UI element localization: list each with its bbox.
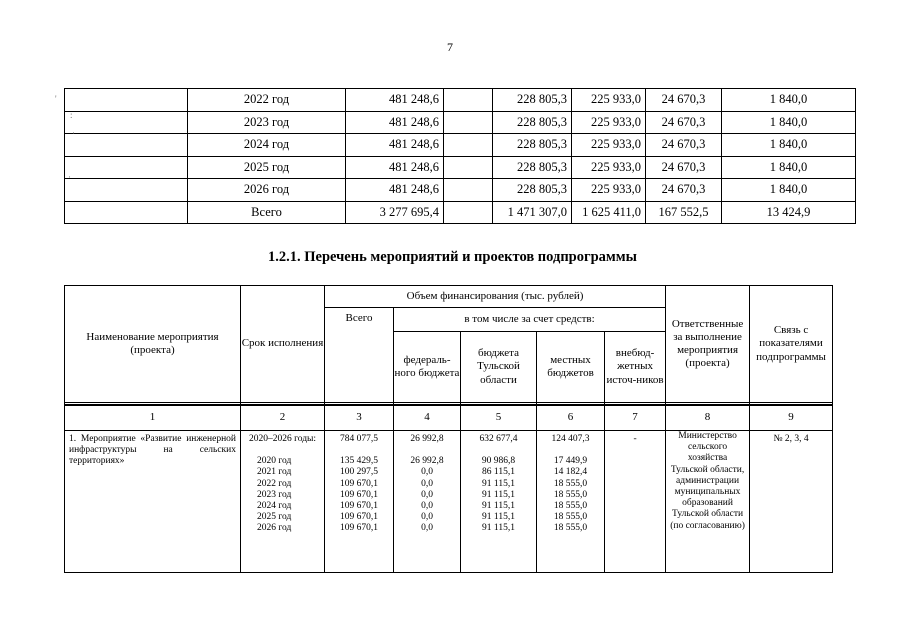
- value: 228 805,3: [493, 179, 572, 202]
- value: 24 670,3: [646, 179, 722, 202]
- summary-row: [65, 156, 856, 179]
- value: 225 933,0: [572, 179, 646, 202]
- value: 228 805,3: [493, 134, 572, 157]
- value: 225 933,0: [572, 89, 646, 112]
- header-total: Всего: [325, 308, 394, 403]
- activity-name: 1. Мероприятие «Развитие инженерной инфраструктуры на сельских территориях»: [65, 431, 241, 573]
- blank-cell: [65, 111, 188, 134]
- regional-year-value: 91 115,1: [482, 523, 515, 534]
- local-year-value: 18 555,0: [553, 478, 588, 489]
- regional-years: [461, 456, 536, 534]
- value: 24 670,3: [646, 89, 722, 112]
- federal-year-value: 0,0: [421, 512, 433, 523]
- value: 1 840,0: [722, 134, 856, 157]
- blank-cell: [65, 134, 188, 157]
- summary-row: [65, 111, 856, 134]
- federal-year-value: 0,0: [421, 467, 433, 478]
- blank-cell: [65, 156, 188, 179]
- year-label: Всего: [188, 201, 346, 224]
- total-value: 481 248,6: [346, 111, 444, 134]
- scan-mark: :: [70, 110, 73, 120]
- activity-term: [241, 431, 325, 573]
- value: 228 805,3: [493, 156, 572, 179]
- term-main: 2020–2026 годы:: [248, 434, 317, 444]
- regional-year-value: 91 115,1: [482, 501, 515, 512]
- total-year-value: 109 670,1: [340, 501, 378, 512]
- column-number: 9: [750, 405, 833, 431]
- year-label: 2023 год: [188, 111, 346, 134]
- federal-main: 26 992,8: [410, 434, 444, 444]
- total-value: 481 248,6: [346, 179, 444, 202]
- federal-year-value: 26 992,8: [410, 456, 444, 467]
- activities-table: [64, 285, 833, 573]
- page-number: 7: [447, 40, 453, 54]
- years-list: [241, 456, 324, 534]
- total-year-value: 109 670,1: [340, 512, 378, 523]
- local-cell: [537, 431, 605, 573]
- year-label: 2024 год: [188, 134, 346, 157]
- total-value: 3 277 695,4: [346, 201, 444, 224]
- federal-year-value: 0,0: [421, 501, 433, 512]
- column-number: 6: [537, 405, 605, 431]
- year-item: 2026 год: [257, 523, 292, 534]
- total-year-value: 109 670,1: [340, 523, 378, 534]
- column-number: 3: [325, 405, 394, 431]
- year-label: 2025 год: [188, 156, 346, 179]
- regional-year-value: 91 115,1: [482, 512, 515, 523]
- column-number: 4: [394, 405, 461, 431]
- blank-cell: [65, 179, 188, 202]
- federal-year-value: 0,0: [421, 523, 433, 534]
- header-offbudget: внебюд-жетных источ-ников: [605, 332, 666, 403]
- federal-cell: [394, 431, 461, 573]
- column-number: 5: [461, 405, 537, 431]
- summary-row: [65, 134, 856, 157]
- header-federal: федераль-ного бюджета: [394, 332, 461, 403]
- local-year-value: 14 182,4: [553, 467, 588, 478]
- federal-year-value: 0,0: [421, 478, 433, 489]
- column-number: 8: [666, 405, 750, 431]
- local-main: 124 407,3: [551, 434, 590, 444]
- value: 1 471 307,0: [493, 201, 572, 224]
- value: 1 840,0: [722, 111, 856, 134]
- section-title: 1.2.1. Перечень мероприятий и проектов подпрограммы: [268, 249, 637, 265]
- value: 225 933,0: [572, 111, 646, 134]
- empty-value: [444, 111, 493, 134]
- column-number: 7: [605, 405, 666, 431]
- local-year-value: 18 555,0: [553, 501, 588, 512]
- offbudget-cell: -: [605, 431, 666, 573]
- summary-row: [65, 179, 856, 202]
- blank-cell: [65, 201, 188, 224]
- scan-mark: ·: [68, 172, 71, 182]
- year-item: 2023 год: [257, 489, 292, 500]
- empty-value: [444, 156, 493, 179]
- header-funding: Объем финансирования (тыс. рублей): [325, 286, 666, 308]
- header-local: местных бюджетов: [537, 332, 605, 403]
- year-item: 2022 год: [257, 478, 292, 489]
- local-year-value: 18 555,0: [553, 523, 588, 534]
- total-year-value: 135 429,5: [340, 456, 378, 467]
- value: 167 552,5: [646, 201, 722, 224]
- value: 228 805,3: [493, 111, 572, 134]
- total-year-value: 109 670,1: [340, 478, 378, 489]
- total-value: 481 248,6: [346, 89, 444, 112]
- scan-mark: ': [55, 94, 57, 104]
- total-value: 481 248,6: [346, 134, 444, 157]
- regional-main: 632 677,4: [479, 434, 518, 444]
- local-year-value: 18 555,0: [553, 512, 588, 523]
- value: 13 424,9: [722, 201, 856, 224]
- empty-value: [444, 134, 493, 157]
- regional-cell: [461, 431, 537, 573]
- total-cell: [325, 431, 394, 573]
- link-cell: № 2, 3, 4: [750, 431, 833, 573]
- value: 1 840,0: [722, 156, 856, 179]
- column-number: 2: [241, 405, 325, 431]
- value: 24 670,3: [646, 111, 722, 134]
- local-years: [537, 456, 604, 534]
- value: 225 933,0: [572, 156, 646, 179]
- header-regional: бюджета Тульской области: [461, 332, 537, 403]
- year-item: 2025 год: [257, 512, 292, 523]
- regional-year-value: 91 115,1: [482, 478, 515, 489]
- year-item: 2020 год: [257, 456, 292, 467]
- regional-year-value: 86 115,1: [482, 467, 515, 478]
- value: 24 670,3: [646, 156, 722, 179]
- year-item: 2021 год: [257, 467, 292, 478]
- blank-cell: [65, 89, 188, 112]
- federal-years: [394, 456, 460, 534]
- year-label: 2026 год: [188, 179, 346, 202]
- total-year-value: 100 297,5: [340, 467, 378, 478]
- value: 225 933,0: [572, 134, 646, 157]
- header-responsible: Ответственные за выполнение мероприятия (проекта): [666, 286, 750, 403]
- empty-value: [444, 89, 493, 112]
- column-number: 1: [65, 405, 241, 431]
- total-value: 481 248,6: [346, 156, 444, 179]
- local-year-value: 18 555,0: [553, 489, 588, 500]
- summary-row: [65, 89, 856, 112]
- value: 228 805,3: [493, 89, 572, 112]
- local-year-value: 17 449,9: [553, 456, 588, 467]
- header-term: Срок исполнения: [241, 286, 325, 403]
- funding-summary-table: [64, 88, 856, 224]
- responsible-cell: Министерство сельского хозяйства Тульской области, администрации муниципальных образований Тульской области (по согласованию): [666, 431, 750, 573]
- header-link: Связь с показателями подпрограммы: [750, 286, 833, 403]
- summary-row: [65, 201, 856, 224]
- value: 1 840,0: [722, 179, 856, 202]
- regional-year-value: 91 115,1: [482, 489, 515, 500]
- total-years: [325, 456, 393, 534]
- year-item: 2024 год: [257, 501, 292, 512]
- header-name: Наименование мероприятия (проекта): [65, 286, 241, 403]
- empty-value: [444, 201, 493, 224]
- federal-year-value: 0,0: [421, 489, 433, 500]
- scan-mark: ·: [72, 128, 75, 138]
- value: 1 625 411,0: [572, 201, 646, 224]
- value: 1 840,0: [722, 89, 856, 112]
- regional-year-value: 90 986,8: [481, 456, 516, 467]
- header-including: в том числе за счет средств:: [394, 308, 666, 332]
- year-label: 2022 год: [188, 89, 346, 112]
- total-main: 784 077,5: [340, 434, 378, 444]
- total-year-value: 109 670,1: [340, 489, 378, 500]
- value: 24 670,3: [646, 134, 722, 157]
- empty-value: [444, 179, 493, 202]
